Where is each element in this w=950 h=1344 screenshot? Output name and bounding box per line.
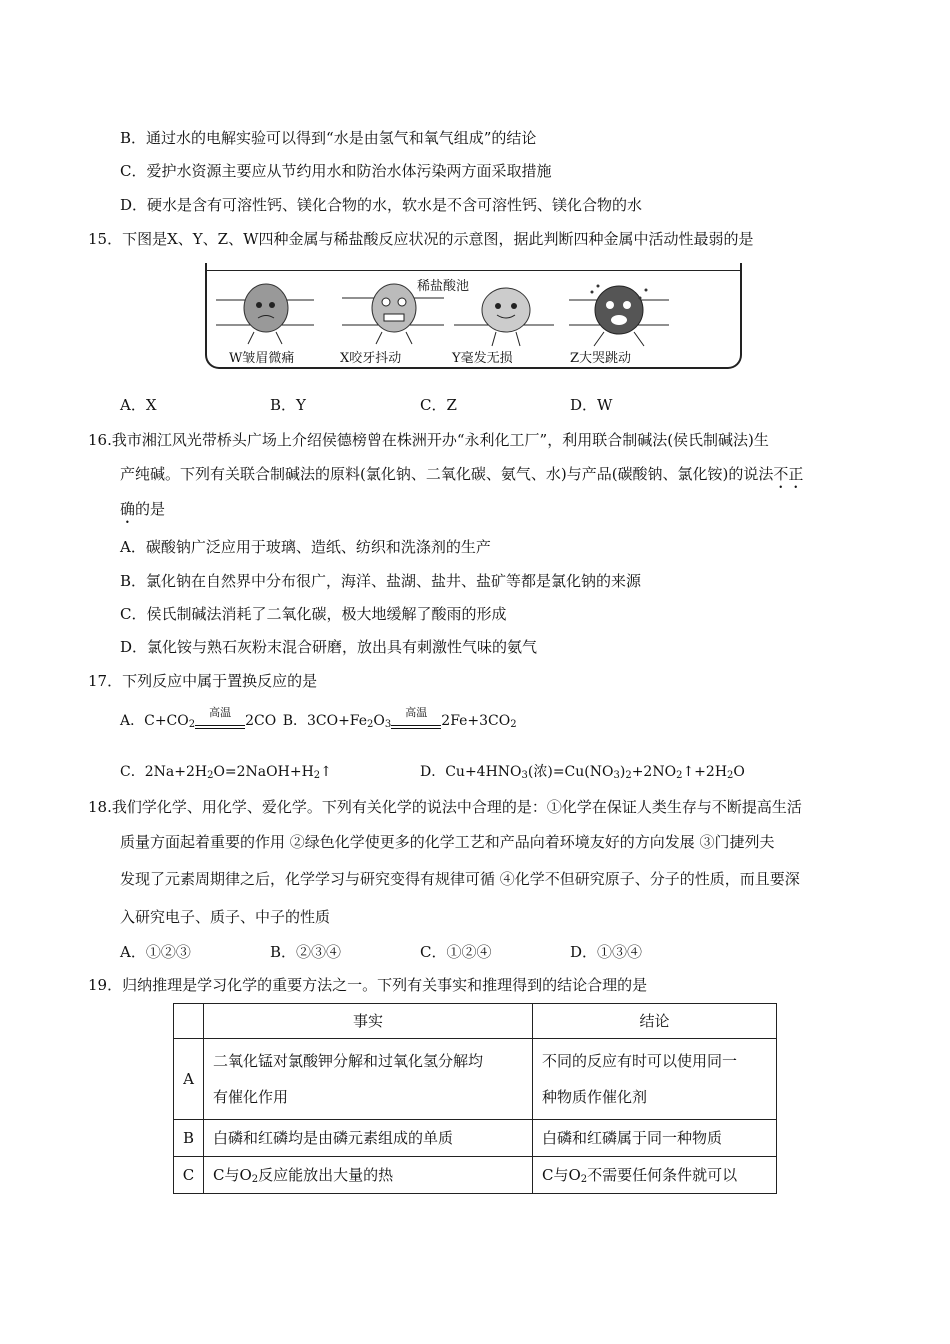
pool-surface-line xyxy=(205,270,742,271)
metal-x-label: X咬牙抖动 xyxy=(340,351,402,366)
q19-stem: 19．归纳推理是学习化学的重要方法之一。下列有关事实和推理得到的结论合理的是 xyxy=(88,976,648,994)
q16-option-d: D．氯化铵与熟石灰粉末混合研磨，放出具有刺激性气味的氨气 xyxy=(120,638,538,656)
reaction-arrow: 高温 xyxy=(195,711,245,723)
row-conclusion: 不同的反应有时可以使用同一 种物质作催化剂 xyxy=(533,1039,777,1120)
q15-option-b: B．Y xyxy=(270,396,306,414)
q18-stem-line2: 质量方面起着重要的作用 ②绿色化学使更多的化学工艺和产品向着环境友好的方向发展 ③门捷列夫 xyxy=(120,833,775,851)
q14-option-d: D．硬水是含有可溶性钙、镁化合物的水，软水是不含可溶性钙、镁化合物的水 xyxy=(120,196,643,214)
row-label: B xyxy=(174,1120,204,1157)
q14-option-b: B．通过水的电解实验可以得到“水是由氢气和氧气组成”的结论 xyxy=(120,129,537,147)
q16-option-a: A．碳酸钠广泛应用于玻璃、造纸、纺织和洗涤剂的生产 xyxy=(120,538,491,556)
q18-option-c: C．①②④ xyxy=(420,943,492,961)
q15-option-c: C．Z xyxy=(420,396,457,414)
row-conclusion: C与$O_2$不需要任何条件就可以 xyxy=(533,1157,777,1194)
metal-z-label: Z大哭跳动 xyxy=(570,351,632,366)
row-conclusion: 白磷和红磷属于同一种物质 xyxy=(533,1120,777,1157)
frowning-metal-ball-icon xyxy=(216,284,314,344)
q17-stem: 17．下列反应中属于置换反应的是 xyxy=(88,672,318,690)
row-label: A xyxy=(174,1039,204,1120)
crying-metal-ball-icon xyxy=(569,285,669,347)
table-row xyxy=(174,1039,777,1120)
pool-label: 稀盐酸池 xyxy=(417,279,470,294)
q16-option-b: B．氯化钠在自然界中分布很广，海洋、盐湖、盐井、盐矿等都是氯化钠的来源 xyxy=(120,572,642,590)
header-conclusion: 结论 xyxy=(533,1004,777,1039)
metal-y-label: Y毫发无损 xyxy=(452,351,513,366)
row-fact: 二氧化锰对氯酸钾分解和过氧化氢分解均 有催化作用 xyxy=(204,1039,533,1120)
q17-option-d: D．$Cu+4HNO_3$(浓)$=Cu(NO_3)_2+2NO_2↑+2H_2O$ xyxy=(420,764,745,781)
reaction-arrow: 高温 xyxy=(391,711,441,723)
table-header-row xyxy=(174,1004,777,1039)
q16-stem-line2: 产纯碱。下列有关联合制碱法的原料(氯化钠、二氧化碳、氨气、水)与产品(碳酸钠、氯化铵)的说法不正 xyxy=(120,465,804,483)
q15-stem: 15．下图是X、Y、Z、W四种金属与稀盐酸反应状况的示意图，据此判断四种金属中活动性最弱的是 xyxy=(88,230,754,248)
q16-stem-line1: 16.我市湘江风光带桥头广场上介绍侯德榜曾在株洲开办“永利化工厂”，利用联合制碱法(侯氏制碱法)生 xyxy=(88,431,769,449)
q16-option-c: C．侯氏制碱法消耗了二氧化碳，极大地缓解了酸雨的形成 xyxy=(120,605,507,623)
header-fact: 事实 xyxy=(204,1004,533,1039)
q17-option-c: C．$2Na+2H_2O=2NaOH+H_2↑$ xyxy=(120,764,332,781)
q18-option-d: D．①③④ xyxy=(570,943,643,961)
q18-stem-line4: 入研究电子、质子、中子的性质 xyxy=(120,908,331,926)
q18-stem-line1: 18.我们学化学、用化学、爱化学。下列有关化学的说法中合理的是：①化学在保证人类生存与不断提高生活 xyxy=(88,798,802,816)
row-label: C xyxy=(174,1157,204,1194)
q16-stem-line3: 确的是 xyxy=(120,500,166,518)
q17-option-a-b: A．$C+CO_2$ 高温 2CO B．$3CO+Fe_2O_3$ 高温 $2Fe+3CO_2$ xyxy=(120,706,517,730)
table-row xyxy=(174,1120,777,1157)
q18-option-a: A．①②③ xyxy=(120,943,191,961)
row-fact: 白磷和红磷均是由磷元素组成的单质 xyxy=(204,1120,533,1157)
q15-option-d: D．W xyxy=(570,396,613,414)
metal-w-label: W皱眉微痛 xyxy=(229,351,295,366)
q14-option-c: C．爱护水资源主要应从节约用水和防治水体污染两方面采取措施 xyxy=(120,162,552,180)
q18-option-b: B．②③④ xyxy=(270,943,342,961)
q19-table xyxy=(173,1003,777,1194)
calm-metal-ball-icon xyxy=(454,288,554,346)
q18-stem-line3: 发现了元素周期律之后，化学学习与研究变得有规律可循 ④化学不但研究原子、分子的性质，而且要深 xyxy=(120,870,800,888)
row-fact: C与$O_2$反应能放出大量的热 xyxy=(204,1157,533,1194)
q15-option-a: A．X xyxy=(120,396,157,414)
table-row xyxy=(174,1157,777,1194)
trembling-metal-ball-icon xyxy=(342,284,444,344)
